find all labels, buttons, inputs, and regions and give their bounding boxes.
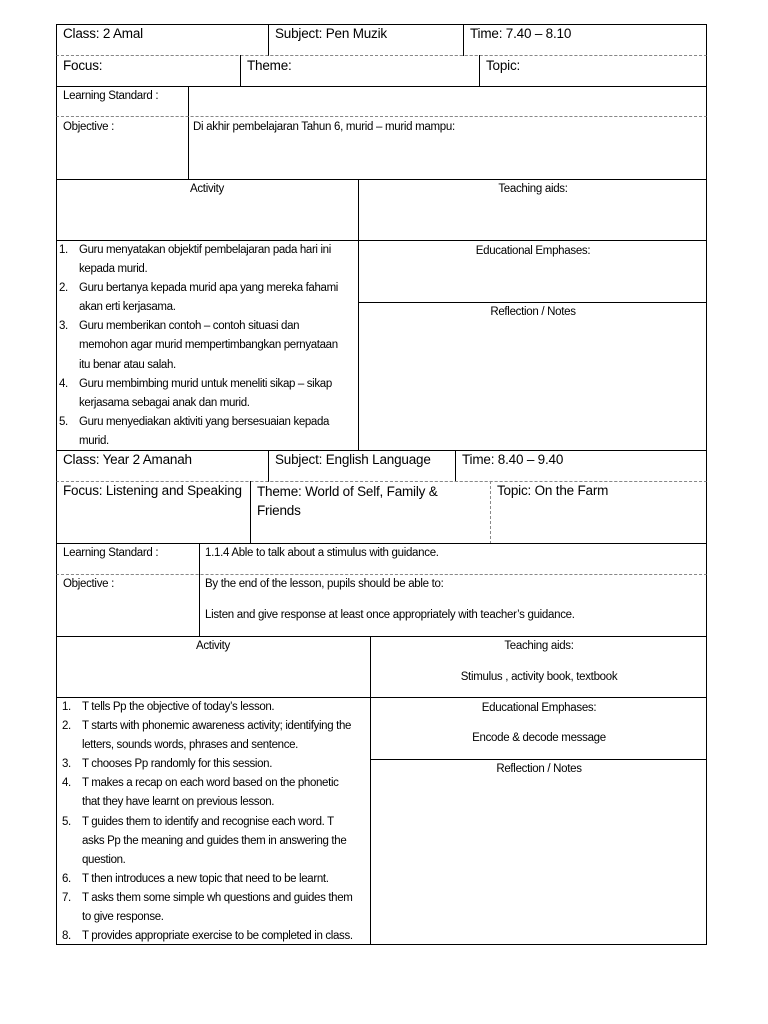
activity-item <box>59 317 338 336</box>
activity-number: 1. <box>62 701 71 713</box>
divider <box>479 55 480 87</box>
objective-value: Di akhir pembelajaran Tahun 6, murid – murid mampu: <box>193 121 455 133</box>
objective-value-line1: By the end of the lesson, pupils should be able to: <box>205 578 444 590</box>
activity-text: T provides appropriate exercise to be completed in class. <box>82 930 353 943</box>
activity-text: asks Pp the meaning and guides them in answering the <box>82 834 347 847</box>
activity-item <box>62 813 353 832</box>
theme-label-continued: Friends <box>257 503 301 518</box>
educational-emphases-header: Educational Emphases: <box>481 702 597 714</box>
divider <box>490 481 491 544</box>
activity-item <box>59 413 338 432</box>
activity-header: Activity <box>195 640 231 652</box>
theme-label: Theme: World of Self, Family & <box>257 484 438 499</box>
subject-label: Subject: English Language <box>275 452 431 467</box>
activity-text: Guru menyediakan aktiviti yang bersesuaian kepada <box>79 415 330 428</box>
lesson1-focus-row <box>56 55 707 87</box>
activity-text: T chooses Pp randomly for this session. <box>82 758 273 771</box>
activity-item <box>62 927 353 946</box>
reflection-header: Reflection / Notes <box>496 763 582 775</box>
topic-label: Topic: On the Farm <box>497 483 609 498</box>
activity-text: itu benar atau salah. <box>79 358 176 371</box>
activity-item <box>62 889 353 908</box>
activity-text: Guru bertanya kepada murid apa yang mereka fahami <box>79 282 339 295</box>
activity-item-continued <box>62 793 353 812</box>
activity-number: 2. <box>59 282 68 295</box>
divider <box>370 759 707 760</box>
activity-number: 3. <box>62 758 71 771</box>
activity-item-continued <box>62 908 353 927</box>
teaching-aids-value: Stimulus , activity book, textbook <box>460 671 618 683</box>
activity-number: 5. <box>59 415 68 428</box>
divider <box>250 481 251 544</box>
activity-item-continued <box>62 832 353 851</box>
activity-number: 4. <box>62 777 71 790</box>
activity-list <box>59 241 338 451</box>
activity-number: 1. <box>59 244 68 256</box>
class-label: Class: Year 2 Amanah <box>63 452 192 467</box>
activity-item-continued <box>59 356 338 375</box>
activity-item <box>62 774 353 793</box>
activity-text: that they have learnt on previous lesson. <box>82 796 275 809</box>
objective-label: Objective : <box>63 121 115 133</box>
activity-text: T then introduces a new topic that need to be learnt. <box>82 872 329 885</box>
activity-item-continued <box>59 432 338 451</box>
activity-item <box>59 241 338 260</box>
divider <box>240 55 241 87</box>
activity-item-continued <box>59 260 338 279</box>
activity-item <box>62 698 353 717</box>
activity-header: Activity <box>189 183 225 195</box>
teaching-aids-header: Teaching aids: <box>504 640 574 652</box>
activity-item-continued <box>59 336 338 355</box>
focus-label: Focus: Listening and Speaking <box>63 483 242 498</box>
divider <box>268 450 269 482</box>
topic-label: Topic: <box>486 58 521 73</box>
activity-number: 3. <box>59 320 68 333</box>
activity-item-continued <box>59 394 338 413</box>
divider <box>268 24 269 56</box>
activity-item-continued <box>62 851 353 870</box>
teaching-aids-header: Teaching aids: <box>498 183 568 195</box>
time-label: Time: 8.40 – 9.40 <box>462 452 564 467</box>
activity-text: Guru menyatakan objektif pembelajaran pada hari ini <box>79 244 331 256</box>
activity-item <box>59 375 338 394</box>
activity-text: kerjasama sebagai anak dan murid. <box>79 396 250 409</box>
learning-standard-label: Learning Standard : <box>63 90 159 102</box>
activity-text: T guides them to identify and recognise each word. T <box>82 815 334 828</box>
activity-number: 8. <box>62 930 71 943</box>
class-label: Class: 2 Amal <box>63 26 143 41</box>
learning-standard-value: 1.1.4 Able to talk about a stimulus with guidance. <box>205 547 439 559</box>
activity-number: 2. <box>62 720 71 733</box>
activity-text: Guru memberikan contoh – contoh situasi dan <box>79 320 300 333</box>
divider <box>358 302 707 303</box>
activity-text: T makes a recap on each word based on the phonetic <box>82 777 339 790</box>
activity-text: T starts with phonemic awareness activity; identifying the <box>82 720 352 733</box>
activity-text: T asks them some simple wh questions and guides them <box>82 891 353 904</box>
reflection-header: Reflection / Notes <box>490 306 576 318</box>
activity-item <box>62 755 353 774</box>
activity-item <box>62 870 353 889</box>
activity-text: T tells Pp the objective of today’s lesson. <box>82 701 275 713</box>
educational-emphases-header: Educational Emphases: <box>475 245 591 257</box>
activity-text: to give response. <box>82 911 164 924</box>
activity-text: kepada murid. <box>79 263 148 276</box>
focus-label: Focus: <box>63 58 103 73</box>
activity-text: akan erti kerjasama. <box>79 301 176 314</box>
activity-text: murid. <box>79 434 109 447</box>
activity-number: 5. <box>62 815 71 828</box>
theme-label: Theme: <box>247 58 292 73</box>
divider <box>455 450 456 482</box>
activity-list <box>62 698 353 946</box>
activity-text: Guru membimbing murid untuk meneliti sikap – sikap <box>79 377 332 390</box>
activity-text: question. <box>82 853 126 866</box>
activity-number: 4. <box>59 377 68 390</box>
activity-text: memohon agar murid mempertimbangkan pernyataan <box>79 339 338 352</box>
objective-label: Objective : <box>63 578 115 590</box>
activity-number: 6. <box>62 872 71 885</box>
time-label: Time: 7.40 – 8.10 <box>470 26 572 41</box>
divider <box>463 24 464 56</box>
educational-emphases-value: Encode & decode message <box>472 732 606 744</box>
activity-item-continued <box>62 736 353 755</box>
activity-item <box>59 279 338 298</box>
subject-label: Subject: Pen Muzik <box>275 26 387 41</box>
objective-value-line2: Listen and give response at least once appropriately with teacher’s guidance. <box>205 609 575 621</box>
activity-text: letters, sounds words, phrases and sentence. <box>82 739 299 752</box>
activity-item-continued <box>59 298 338 317</box>
learning-standard-label: Learning Standard : <box>63 547 159 559</box>
activity-number: 7. <box>62 891 71 904</box>
activity-item <box>62 717 353 736</box>
